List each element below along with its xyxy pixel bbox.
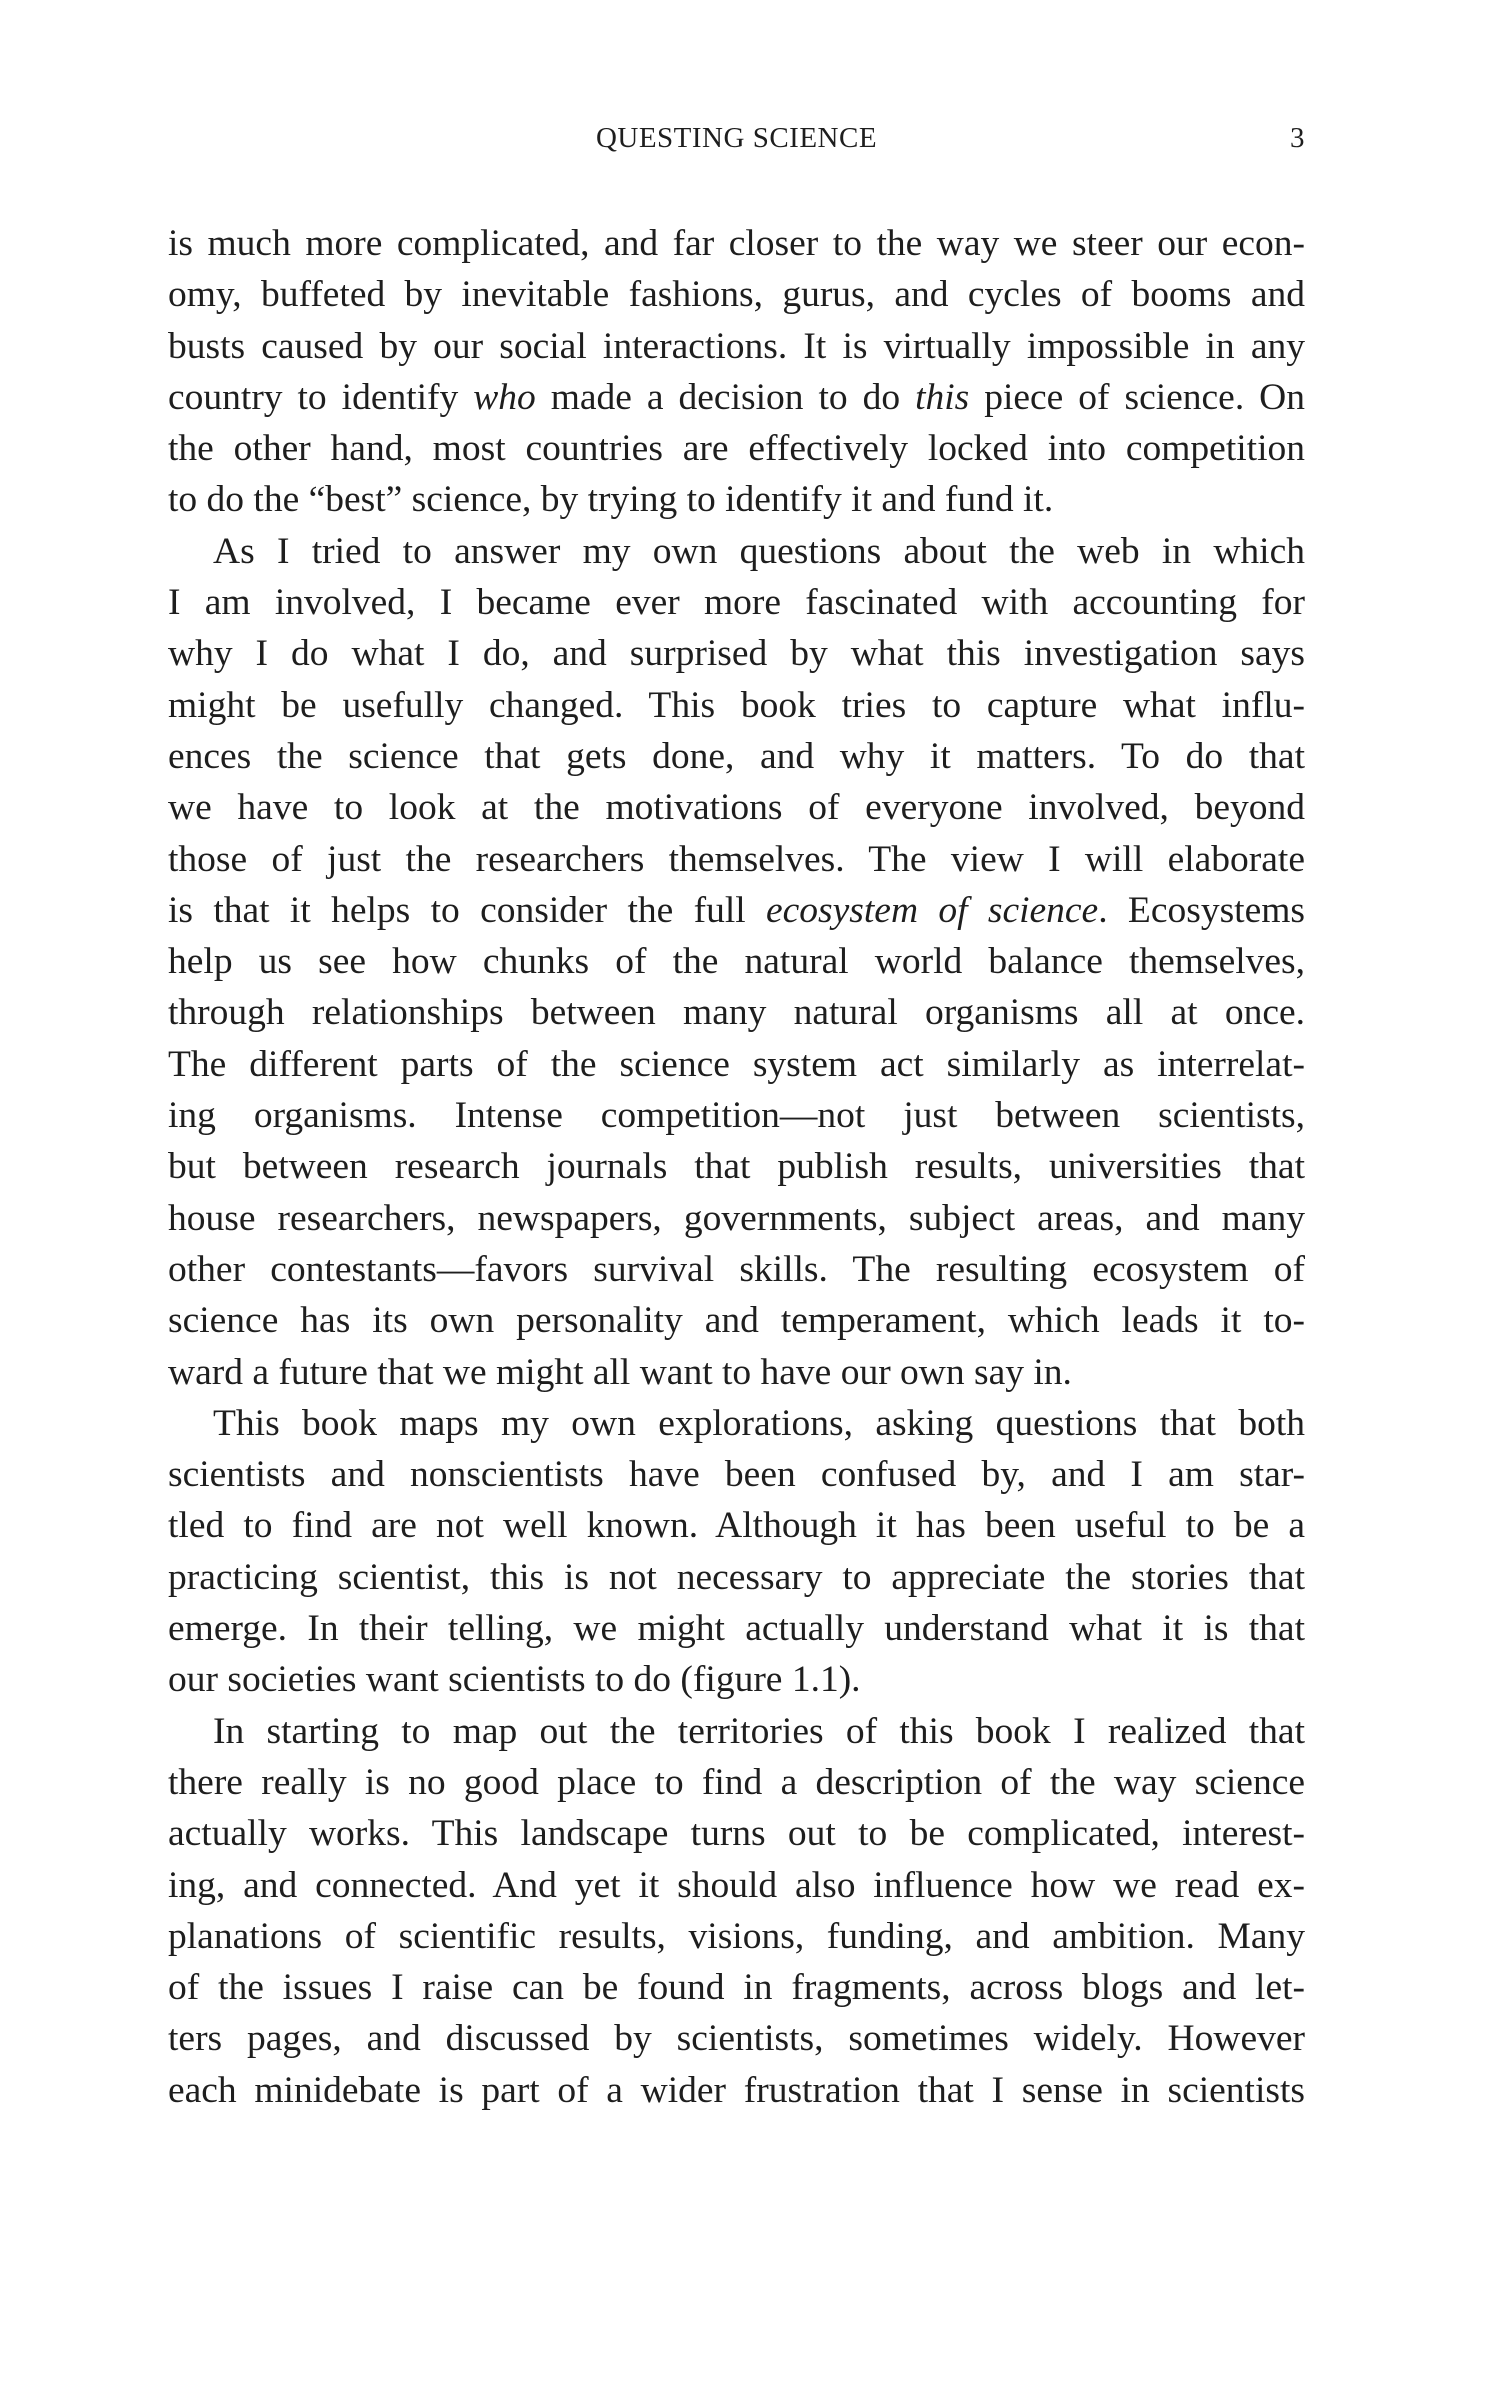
text-line: is much more complicated, and far closer to the way we steer our econ- — [168, 223, 1305, 264]
text-line: ing organisms. Intense competition—not just between scientists, — [168, 1095, 1305, 1137]
text-line: country to identify who made a decision to do this piece of science. On — [168, 376, 1305, 418]
text-line: ward a future that we might all want to have our own say in. — [168, 1351, 1072, 1393]
text-line: why I do what I do, and surprised by what this investigation says — [168, 633, 1305, 675]
text-line: each minidebate is part of a wider frustration that I sense in scientists — [168, 2069, 1305, 2111]
text-line: I am involved, I became ever more fascinated with accounting for — [168, 582, 1305, 624]
text-line: science has its own personality and temperament, which leads it to- — [168, 1300, 1305, 1342]
text-line: our societies want scientists to do (figure 1.1). — [168, 1659, 861, 1701]
page-header — [168, 122, 1305, 162]
text-line: busts caused by our social interactions. It is virtually impossible in any — [168, 325, 1305, 367]
text-line: ences the science that gets done, and why it matters. To do that — [168, 735, 1305, 777]
text-line: we have to look at the motivations of everyone involved, beyond — [168, 787, 1305, 829]
text-line: might be usefully changed. This book tries to capture what influ- — [168, 684, 1305, 726]
running-head: QUESTING SCIENCE — [595, 122, 878, 154]
text-line: but between research journals that publish results, universities that — [168, 1146, 1305, 1188]
text-line: As I tried to answer my own questions about the web in which — [213, 530, 1305, 572]
page-number: 3 — [1290, 122, 1305, 154]
text-line: is that it helps to consider the full ecosystem of science. Ecosystems — [168, 889, 1305, 931]
text-line: scientists and nonscientists have been confused by, and I am star- — [168, 1454, 1305, 1496]
text-line: through relationships between many natural organisms all at once. — [168, 992, 1305, 1034]
text-line: actually works. This landscape turns out to be complicated, interest- — [168, 1813, 1305, 1855]
text-line: of the issues I raise can be found in fragments, across blogs and let- — [168, 1967, 1305, 2009]
text-line: omy, buffeted by inevitable fashions, gurus, and cycles of booms and — [168, 274, 1305, 316]
text-line: help us see how chunks of the natural world balance themselves, — [168, 941, 1305, 983]
text-line: In starting to map out the territories of this book I realized that — [213, 1710, 1305, 1752]
text-line: ters pages, and discussed by scientists, sometimes widely. However — [168, 2018, 1305, 2060]
text-line: tled to find are not well known. Although it has been useful to be a — [168, 1505, 1305, 1547]
text-line: emerge. In their telling, we might actually understand what it is that — [168, 1608, 1305, 1650]
text-line: The different parts of the science system act similarly as interrelat- — [168, 1043, 1305, 1085]
text-line: This book maps my own explorations, asking questions that both — [213, 1402, 1305, 1444]
text-line: the other hand, most countries are effectively locked into competition — [168, 428, 1305, 470]
text-line: to do the “best” science, by trying to identify it and fund it. — [168, 479, 1054, 521]
text-line: there really is no good place to find a description of the way science — [168, 1761, 1305, 1803]
text-line: those of just the researchers themselves. The view I will elaborate — [168, 838, 1305, 880]
text-line: other contestants—favors survival skills. The resulting ecosystem of — [168, 1248, 1305, 1290]
body-text — [168, 218, 1305, 2116]
text-line: house researchers, newspapers, governments, subject areas, and many — [168, 1197, 1305, 1239]
text-line: planations of scientific results, visions, funding, and ambition. Many — [168, 1915, 1305, 1957]
text-line: practicing scientist, this is not necessary to appreciate the stories that — [168, 1556, 1305, 1598]
text-line: ing, and connected. And yet it should also influence how we read ex- — [168, 1864, 1305, 1906]
